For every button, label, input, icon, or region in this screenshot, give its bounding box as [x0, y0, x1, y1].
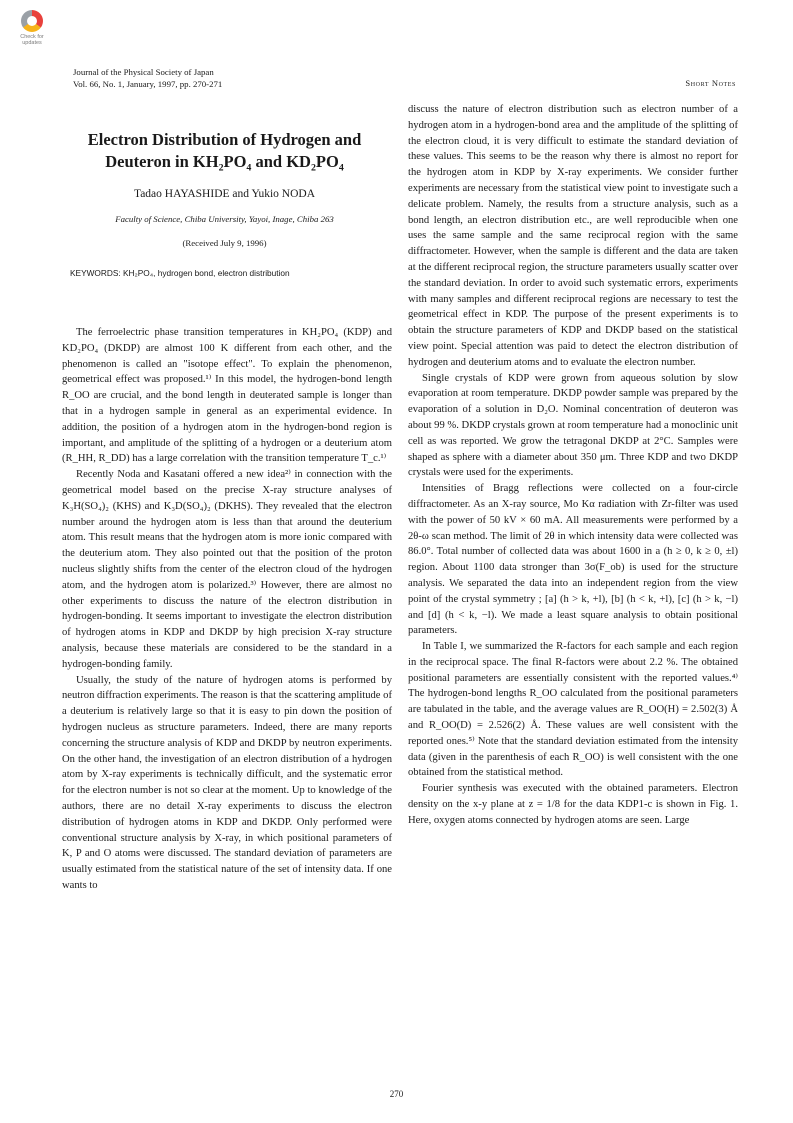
authors: Tadao HAYASHIDE and Yukio NODA [133, 188, 316, 200]
paragraph: Usually, the study of the nature of hydrogen atoms is performed by neutron diffraction experiments. The reason is that the scattering amplitude of a deuterium is relatively large so that it is easy to pin down the position of hydrogen nucleus as structure parameters. Indeed, there are many reports concerning the structure analysis of KDP and DKDP by neutron experiments. On the other hand, the investigation of an electron distribution of a hydrogen atom by X-ray experiments is technically difficult, and the systematic error for the electron number is not so clear at the moment. Up to knowledge of the authors, there are no detail X-ray experiments to discuss the electron distribution of hydrogen atoms in KDP and DKDP. Only performed were conventional structure analysis by X-ray, in which positional parameters of K, P and O atoms were discussed. The standard deviation of parameters are usually estimated from the statistical nature of the set of intensity data. If one wants to [62, 674, 392, 891]
paragraph: Fourier synthesis was executed with the obtained parameters. Electron density on the x-y plane at z = 1/8 for the data KDP1-c is shown in Fig. 1. Here, oxygen atoms connected by hydrogen atoms are seen. Large [408, 783, 738, 826]
badge-label: Check for updates [20, 34, 44, 46]
title-line-2: Deuteron in KH₂PO₄ and KD₂PO₄ [105, 152, 344, 171]
page-number: 270 [389, 1089, 404, 1099]
keywords: KEYWORDS: KH₂PO₄, hydrogen bond, electron distribution [70, 268, 290, 278]
check-for-updates-icon [21, 10, 43, 32]
check-for-updates-badge[interactable] [12, 10, 52, 52]
journal-header [73, 66, 222, 90]
left-column [62, 325, 392, 894]
received-date: (Received July 9, 1996) [182, 238, 267, 248]
paragraph: Recently Noda and Kasatani offered a new idea²⁾ in connection with the geometrical model based on the precise X-ray structure analyses of K₃H(SO₄)₂ (KHS) and K₃D(SO₄)₂ (DKHS). They revealed that the electron number around the hydrogen atom is less than that around the deuterium atom. This result means that the hydrogen atom is more ionic compared with the deuterium atom. They also pointed out that the position of the proton nucleus slightly shifts from the center of the electron cloud of the hydrogen atom, and the hydrogen atom is polarized.³⁾ However, there are almost no other experiments to discuss the nature of the electron distribution in hydrogen-bonding. It seems important to investigate the electron distribution of hydrogen atoms in KDP and DKDP by high precision X-ray structure analysis, because these materials are considered to be the standard in a hydrogen-bonding family. [62, 469, 392, 670]
paragraph: discuss the nature of electron distribution such as electron number of a hydrogen atom in a hydrogen-bond area and the amplitude of the splitting of the electron cloud, it is very difficult to estimate the standard deviation of these values. This seems to be the reason why there is almost no report for the hydrogen atom in KDP by X-ray experiments. We consider further experiments are necessary from the statistical view point to investigate such a delicate problem. Namely, the results from a structure analysis, such as a bond length, an electron distribution etc., are well reproducible when one uses the same sample and the same reciprocal region with the same diffractometer. However, when the sample is different and the data are taken at the different reciprocal region, the structure parameters usually scatter over the standard deviation. In order to avoid such systematic errors, experiments with many samples and different reciprocal regions are necessary to test the geometrical effect in KDP. The purpose of the present experiments is to obtain the structure parameters of KDP and DKDP based on the statistical view point. Special attention was paid to detect the electron distribution of hydrogen and deuterium atoms and to evaluate the electron number. [408, 104, 738, 368]
right-column [408, 102, 738, 829]
paragraph: Single crystals of KDP were grown from aqueous solution by slow evaporation at room temperature. DKDP powder sample was prepared by the evaporation of a solution in D₂O. Nominal concentration of deuteron was about 99 %. DKDP crystals grown at room temperature had a monoclinic unit cell as was reported. We grow the tetragonal DKDP at 2°C. Samples were shaped as sphere with a diameter about 350 μm. Three KDP and two DKDP crystals were used for the experiments. [408, 372, 738, 479]
paragraph: The ferroelectric phase transition temperatures in KH₂PO₄ (KDP) and KD₂PO₄ (DKDP) are almost 100 K different from each other, and the phenomenon is called an "isotope effect". To explain the phenomenon, geometrical effect was proposed.¹⁾ In this model, the hydrogen-bond length R_OO are crucial, and the bond length in deuterated sample is longer than that in a hydrogen sample in general as an experimental evidence. In addition, the position of a hydrogen atom in the hydrogen-bond region is important, and amplitude of the splitting of a hydrogen or a deuterium atom (R_HH, R_DD) has a large correlation with the transition temperature T_c.¹⁾ [62, 327, 392, 465]
journal-volume: Vol. 66, No. 1, January, 1997, pp. 270-271 [73, 79, 223, 89]
title-line-1: Electron Distribution of Hydrogen and [87, 130, 362, 149]
journal-name: Journal of the Physical Society of Japan [73, 67, 214, 77]
paper-title [52, 129, 397, 173]
affiliation: Faculty of Science, Chiba University, Yayoi, Inage, Chiba 263 [115, 214, 334, 224]
paragraph: Intensities of Bragg reflections were collected on a four-circle diffractometer. As an X-ray source, Mo Kα radiation with Zr-filter was used with the power of 50 kV × 60 mA. All measurements were performed by a 2θ-ω scan method. The limit of 2θ in which intensity data were collected was 86.0°. Total number of collected data was about 1600 in a (h ≥ 0, k ≥ 0, ±l) region. About 1100 data stronger than 3σ(F_ob) is used for the structure analysis. We separated the data into an independent region from the view point of the crystal symmetry ; [a] (h > k, +l), [b] (h < k, +l), [c] (h > k, −l) and [d] (h < k, −l). We made a least square analysis to obtain positional parameters. [408, 483, 738, 637]
section-label: Short Notes [685, 78, 736, 88]
paragraph: In Table I, we summarized the R-factors for each sample and each region in the reciprocal space. The final R-factors were about 2.2 %. The obtained positional parameters are essentially consistent with the reported values.⁴⁾ The hydrogen-bond lengths R_OO calculated from the positional parameters are tabulated in the table, and the average values are R_OO(H) = 2.502(3) Å and R_OO(D) = 2.526(2) Å. These values are well consistent with the reported ones.⁵⁾ Note that the standard deviation estimated from the intensity data (given in the parenthesis of each R_OO) is well consistent with the one obtained from the statistical method. [408, 641, 738, 779]
